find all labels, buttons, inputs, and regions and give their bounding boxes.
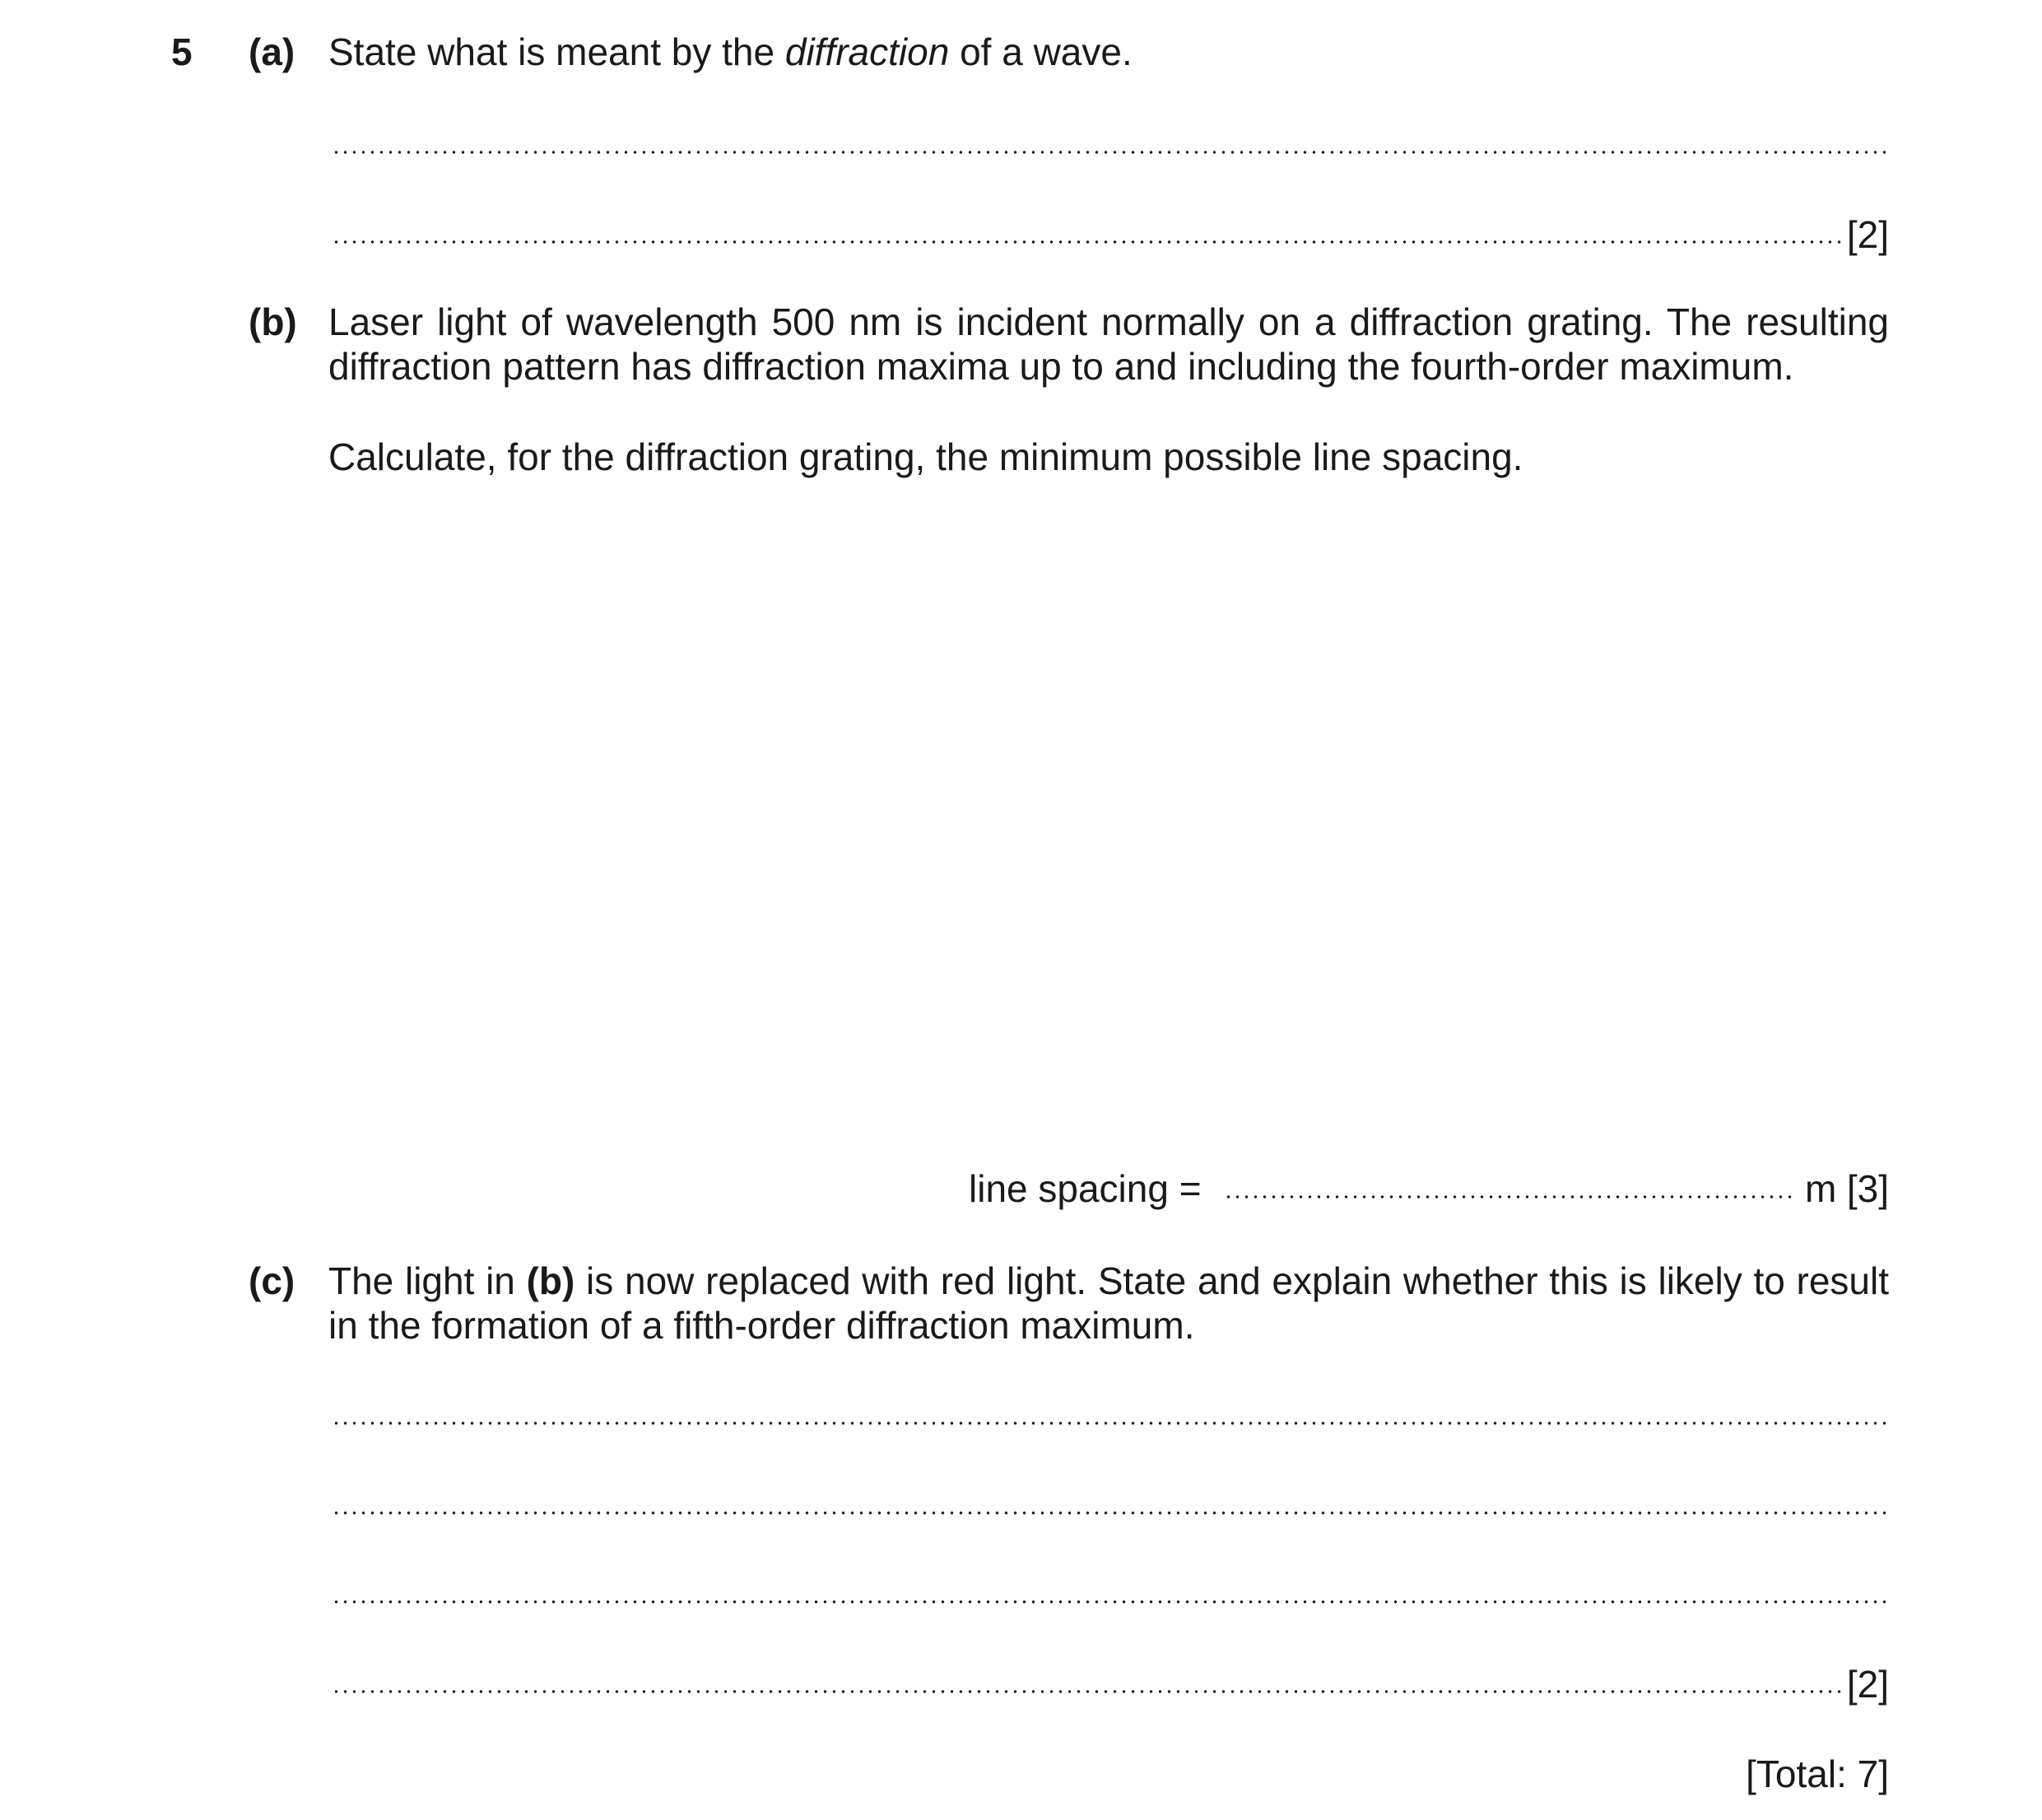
question-total: [Total: 7] <box>1746 1753 1889 1795</box>
line-spacing-unit: m <box>1805 1167 1837 1210</box>
part-a-label: (a) <box>249 30 295 73</box>
part-b-label: (b) <box>249 300 297 343</box>
part-b-instruction: Calculate, for the diffraction grating, the minimum possible line spacing. <box>328 435 1523 478</box>
part-c-marks: [2] <box>1846 1663 1889 1706</box>
part-c-text-bold-ref: (b) <box>526 1259 575 1302</box>
part-c-answer-line-3[interactable] <box>332 1600 1887 1604</box>
part-a-text-before: State what is meant by the <box>328 30 785 73</box>
part-a-text-after: of a wave. <box>949 30 1133 73</box>
part-c-answer-line-2[interactable] <box>332 1511 1887 1515</box>
line-spacing-answer-label: line spacing = <box>969 1167 1202 1210</box>
working-space[interactable] <box>328 510 1889 1136</box>
part-a-answer-line-2[interactable] <box>332 240 1842 244</box>
part-a-question <box>328 30 1133 75</box>
part-b-text-line-2: diffraction pattern has diffraction maxima up to and including the fourth-order maximum. <box>328 345 1794 388</box>
part-a-marks: [2] <box>1846 213 1889 256</box>
part-c-text-line-1 <box>328 1259 1889 1304</box>
part-b-text-line-1: Laser light of wavelength 500 nm is incident normally on a diffraction grating. The resulting <box>328 300 1889 343</box>
part-b-marks: [3] <box>1846 1167 1889 1210</box>
part-a-answer-line-1[interactable] <box>332 151 1887 154</box>
question-number: 5 <box>171 30 193 73</box>
part-c-answer-line-4[interactable] <box>332 1690 1842 1693</box>
part-c-answer-line-1[interactable] <box>332 1422 1887 1425</box>
part-c-text-after: is now replaced with red light. State and explain whether this is likely to result <box>574 1259 1890 1302</box>
part-a-text-italic: diffraction <box>784 30 950 73</box>
part-c-label: (c) <box>249 1259 295 1302</box>
part-c-text-line-2: in the formation of a fifth-order diffraction maximum. <box>328 1304 1195 1347</box>
line-spacing-answer-field[interactable] <box>1224 1195 1792 1199</box>
part-c-text-before: The light in <box>328 1259 527 1302</box>
